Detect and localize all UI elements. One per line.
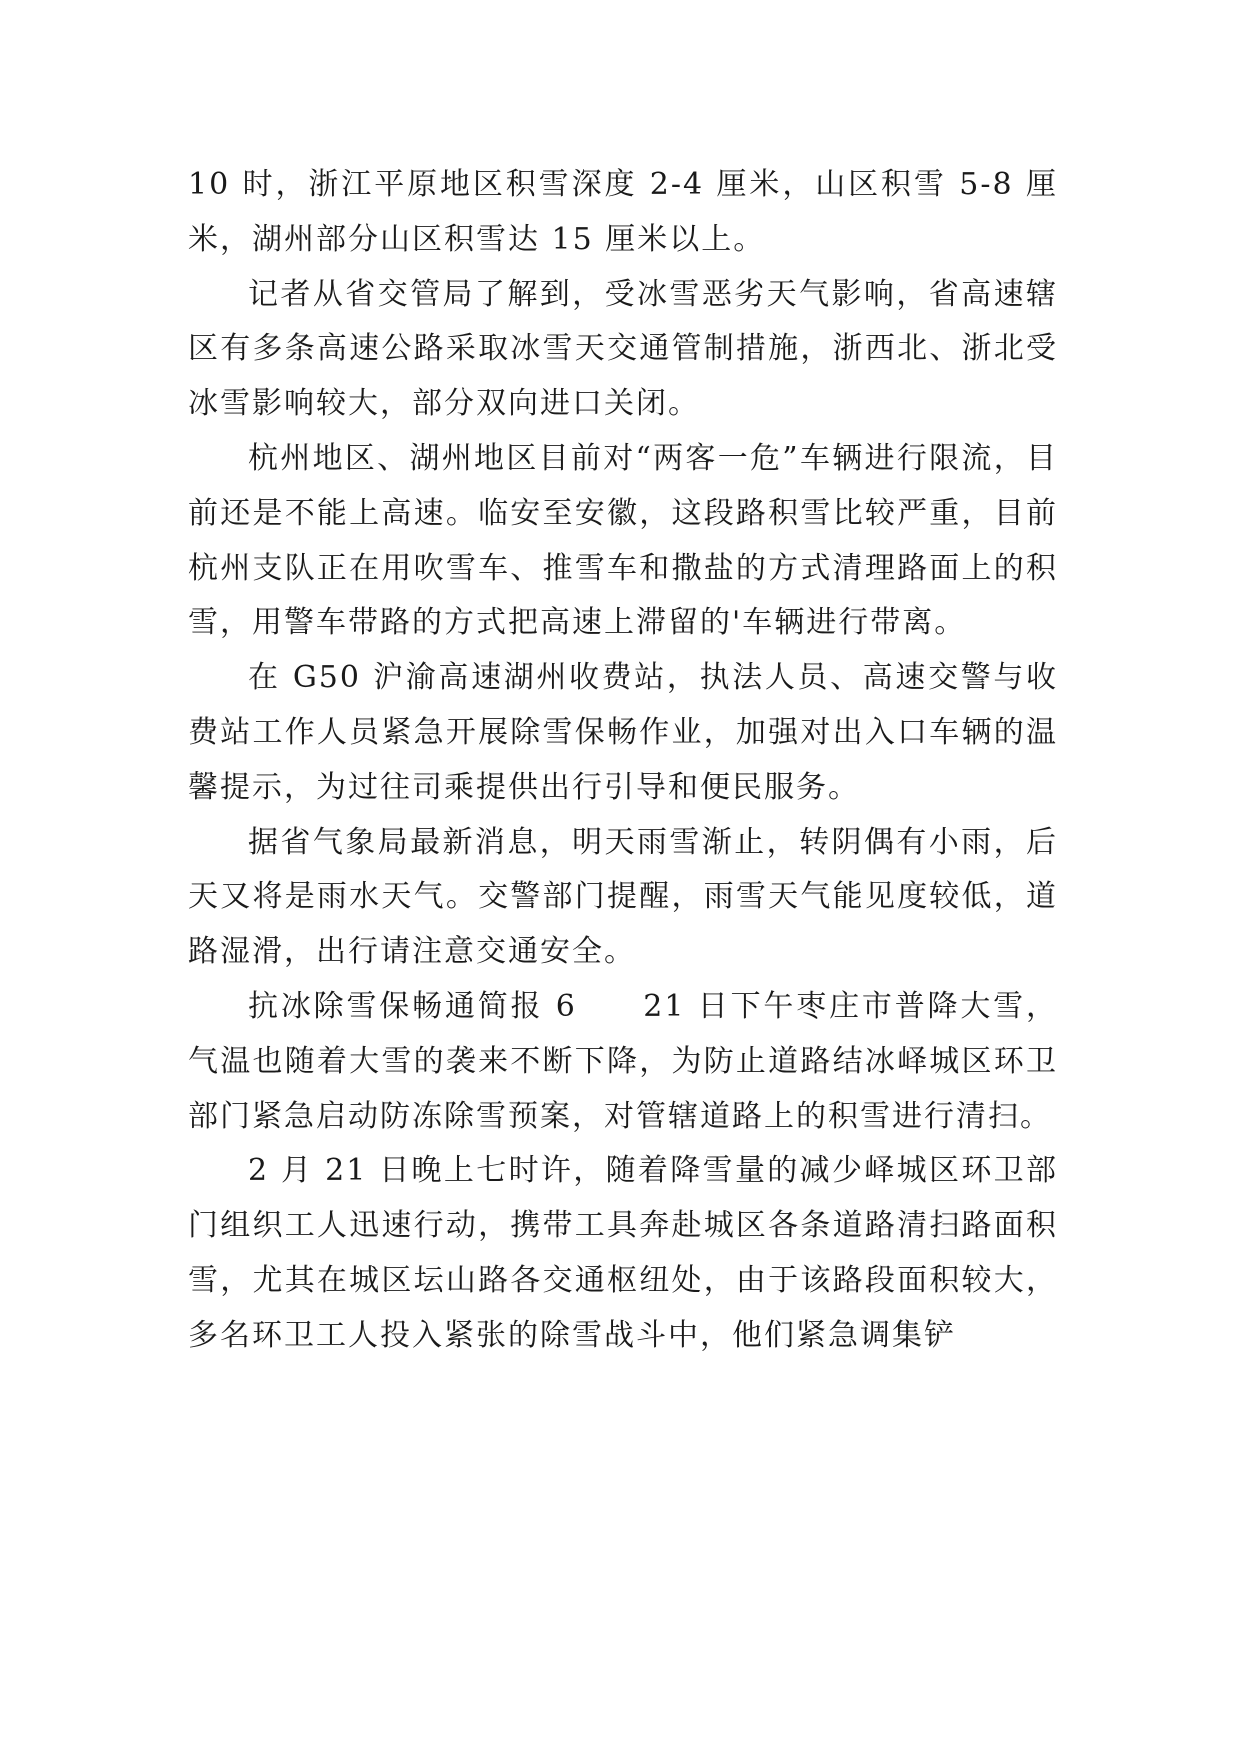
paragraph-traffic-control: 记者从省交管局了解到，受冰雪恶劣天气影响，省高速辖区有多条高速公路采取冰雪天交通管制措施，浙西北、浙北受冰雪影响较大，部分双向进口关闭。	[188, 276, 1058, 422]
paragraph-hangzhou-huzhou: 杭州地区、湖州地区目前对“两客一危”车辆进行限流，目前还是不能上高速。临安至安徽，这段路积雪比较严重，目前杭州支队正在用吹雪车、推雪车和撒盐的方式清理路面上的积雪，用警车带路的方式把高速上滞留的'车辆进行带离。	[188, 440, 1058, 641]
paragraph-weather-forecast: 据省气象局最新消息，明天雨雪渐止，转阴偶有小雨，后天又将是雨水天气。交警部门提醒，雨雪天气能见度较低，道路湿滑，出行请注意交通安全。	[188, 824, 1058, 970]
paragraph-feb-21-evening: 2 月 21 日晚上七时许，随着降雪量的减少峄城区环卫部门组织工人迅速行动，携带工具奔赴城区各条道路清扫路面积雪，尤其在城区坛山路各交通枢纽处，由于该路段面积较大，多名环卫工人投入紧张的除雪战斗中，他们紧急调集铲	[188, 1153, 1058, 1353]
document-body	[188, 158, 1058, 1364]
paragraph-snow-depth: 10 时，浙江平原地区积雪深度 2-4 厘米，山区积雪 5-8 厘米，湖州部分山区积雪达 15 厘米以上。	[188, 167, 1058, 257]
paragraph-g50-toll-station: 在 G50 沪渝高速湖州收费站，执法人员、高速交警与收费站工作人员紧急开展除雪保畅作业，加强对出入口车辆的温馨提示，为过往司乘提供出行引导和便民服务。	[188, 660, 1058, 805]
paragraph-bulletin-6: 抗冰除雪保畅通简报 6 21 日下午枣庄市普降大雪，气温也随着大雪的袭来不断下降，为防止道路结冰峄城区环卫部门紧急启动防冻除雪预案，对管辖道路上的积雪进行清扫。	[188, 988, 1058, 1134]
